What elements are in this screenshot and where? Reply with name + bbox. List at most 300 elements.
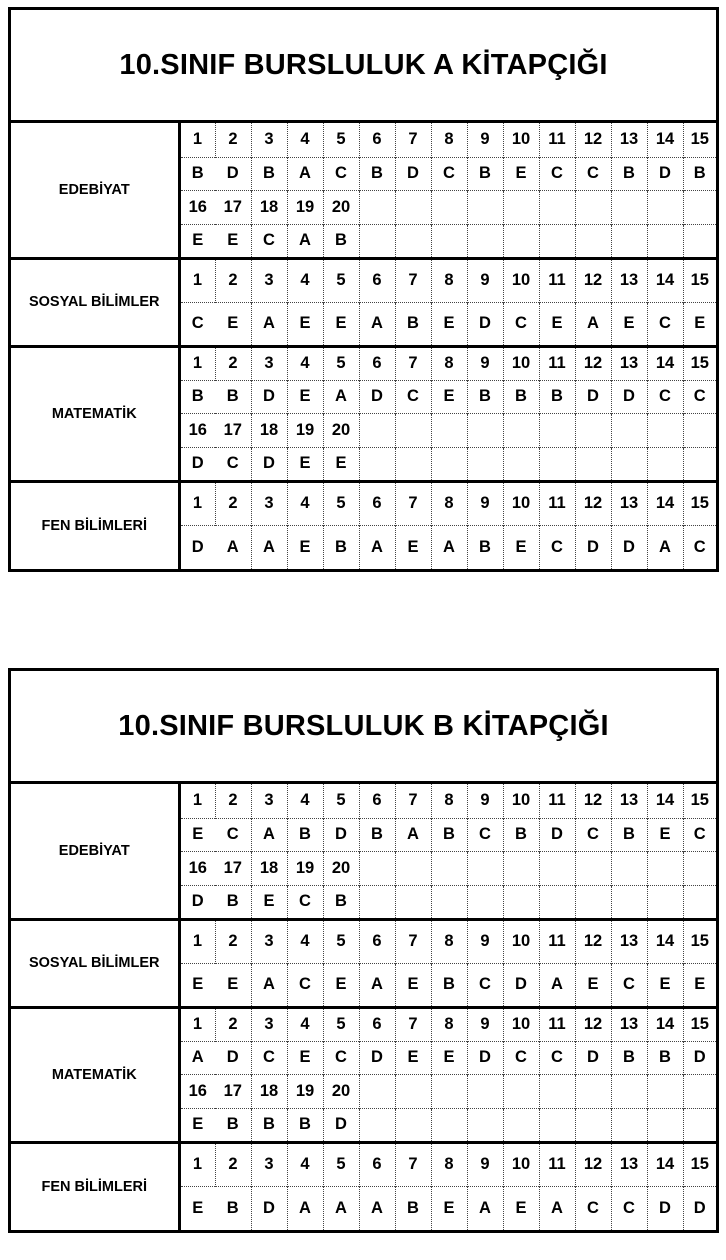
answer-letter: A [251, 525, 287, 569]
answer-letter: B [467, 157, 503, 190]
question-number: 5 [323, 1142, 359, 1186]
question-number [611, 851, 647, 885]
answer-letter [395, 224, 431, 258]
answer-letter [467, 885, 503, 919]
question-number [611, 1074, 647, 1108]
answer-letter: E [179, 1186, 215, 1230]
booklet-title [11, 671, 716, 784]
question-number [683, 1074, 716, 1108]
question-number: 13 [611, 1142, 647, 1186]
answer-letter: B [647, 1041, 683, 1074]
question-number: 15 [683, 346, 716, 380]
answer-letter: B [179, 380, 215, 413]
question-number: 9 [467, 481, 503, 525]
question-number: 5 [323, 1007, 359, 1041]
question-number: 8 [431, 784, 467, 818]
question-number: 3 [251, 346, 287, 380]
answer-letter: B [323, 224, 359, 258]
answer-letter: D [179, 447, 215, 481]
question-number: 6 [359, 123, 395, 157]
question-number: 9 [467, 919, 503, 963]
question-number: 19 [287, 190, 323, 224]
question-number: 5 [323, 481, 359, 525]
answer-letter [647, 224, 683, 258]
question-number: 6 [359, 258, 395, 302]
answer-letter [611, 447, 647, 481]
question-number: 2 [215, 919, 251, 963]
answer-letter [647, 1108, 683, 1142]
question-number: 2 [215, 784, 251, 818]
answer-letter: E [431, 1186, 467, 1230]
answer-letter: D [251, 1186, 287, 1230]
question-number: 1 [179, 481, 215, 525]
answer-letter [359, 885, 395, 919]
answer-letter: E [179, 963, 215, 1007]
answer-letter: D [179, 885, 215, 919]
question-number: 11 [539, 481, 575, 525]
question-number [647, 1074, 683, 1108]
question-number: 13 [611, 258, 647, 302]
question-number [539, 190, 575, 224]
answer-letter: A [359, 963, 395, 1007]
answer-letter: A [575, 302, 611, 346]
question-number: 15 [683, 1142, 716, 1186]
question-number: 6 [359, 1007, 395, 1041]
answer-letter [647, 885, 683, 919]
question-number: 14 [647, 123, 683, 157]
question-number: 10 [503, 784, 539, 818]
answer-letter: B [359, 157, 395, 190]
question-number [575, 1074, 611, 1108]
answer-letter: B [431, 818, 467, 851]
question-number: 13 [611, 784, 647, 818]
question-number-row [11, 481, 716, 525]
question-number [467, 190, 503, 224]
answer-letter: C [611, 963, 647, 1007]
question-number [683, 190, 716, 224]
answer-letter [575, 447, 611, 481]
answer-letter: E [647, 818, 683, 851]
question-number [683, 413, 716, 447]
question-number [503, 1074, 539, 1108]
question-number: 10 [503, 346, 539, 380]
question-number [395, 851, 431, 885]
answer-letter: C [683, 818, 716, 851]
booklet-title-text: 10.SINIF BURSLULUK B KİTAPÇIĞI [118, 709, 609, 742]
answer-key-b [8, 668, 719, 1233]
question-number: 7 [395, 481, 431, 525]
answer-letter: E [611, 302, 647, 346]
answer-letter: B [467, 525, 503, 569]
answer-letter: C [647, 380, 683, 413]
question-number [503, 190, 539, 224]
question-number: 12 [575, 1142, 611, 1186]
answer-letter [395, 447, 431, 481]
answer-letter [683, 224, 716, 258]
question-number: 5 [323, 258, 359, 302]
question-number: 20 [323, 190, 359, 224]
answer-letter [611, 885, 647, 919]
question-number: 4 [287, 784, 323, 818]
question-number: 15 [683, 784, 716, 818]
question-number: 17 [215, 851, 251, 885]
answer-letter: E [215, 302, 251, 346]
question-number: 6 [359, 919, 395, 963]
answer-letter: C [683, 380, 716, 413]
question-number: 9 [467, 784, 503, 818]
answer-letter [431, 1108, 467, 1142]
answer-letter: B [611, 818, 647, 851]
subject-label: EDEBİYAT [11, 123, 179, 258]
answer-letter [467, 447, 503, 481]
question-number: 13 [611, 481, 647, 525]
answer-letter [395, 885, 431, 919]
answer-letter: B [215, 1186, 251, 1230]
question-number [431, 190, 467, 224]
question-number: 2 [215, 1142, 251, 1186]
answer-letter: D [575, 1041, 611, 1074]
question-number: 15 [683, 919, 716, 963]
answer-letter: B [395, 302, 431, 346]
answer-letter [431, 224, 467, 258]
question-number: 15 [683, 123, 716, 157]
answer-letter: E [323, 447, 359, 481]
question-number [611, 190, 647, 224]
question-number: 1 [179, 1142, 215, 1186]
question-number: 8 [431, 258, 467, 302]
answer-letter: E [251, 885, 287, 919]
answer-letter: D [575, 380, 611, 413]
question-number-row [11, 1007, 716, 1041]
answer-letter: E [575, 963, 611, 1007]
answer-letter: C [323, 1041, 359, 1074]
answer-letter: E [395, 1041, 431, 1074]
question-number: 13 [611, 346, 647, 380]
question-number [431, 1074, 467, 1108]
answer-letter: D [359, 380, 395, 413]
question-number: 13 [611, 919, 647, 963]
question-number [503, 851, 539, 885]
booklet-title-text: 10.SINIF BURSLULUK A KİTAPÇIĞI [119, 48, 608, 81]
answer-letter: D [503, 963, 539, 1007]
answer-letter: D [215, 1041, 251, 1074]
answer-letter: D [683, 1041, 716, 1074]
question-number: 11 [539, 1007, 575, 1041]
answer-letter [395, 1108, 431, 1142]
question-number: 19 [287, 413, 323, 447]
answer-grid [11, 784, 716, 1230]
question-number: 19 [287, 851, 323, 885]
question-number [359, 851, 395, 885]
answer-letter: B [251, 1108, 287, 1142]
question-number [359, 1074, 395, 1108]
answer-letter: E [539, 302, 575, 346]
question-number: 3 [251, 258, 287, 302]
answer-letter: A [251, 818, 287, 851]
question-number: 2 [215, 123, 251, 157]
question-number: 17 [215, 413, 251, 447]
answer-letter: C [539, 1041, 575, 1074]
question-number: 18 [251, 413, 287, 447]
answer-letter: C [611, 1186, 647, 1230]
question-number [647, 413, 683, 447]
answer-letter: A [179, 1041, 215, 1074]
answer-letter [611, 224, 647, 258]
answer-letter: C [575, 157, 611, 190]
answer-letter [503, 224, 539, 258]
question-number: 2 [215, 1007, 251, 1041]
question-number: 20 [323, 851, 359, 885]
answer-letter: C [287, 885, 323, 919]
answer-letter [503, 885, 539, 919]
answer-letter: D [323, 1108, 359, 1142]
answer-letter: D [179, 525, 215, 569]
answer-letter: E [431, 302, 467, 346]
answer-letter: E [395, 963, 431, 1007]
question-number: 1 [179, 346, 215, 380]
question-number: 4 [287, 1142, 323, 1186]
answer-letter: A [251, 963, 287, 1007]
answer-letter: B [215, 380, 251, 413]
question-number: 11 [539, 1142, 575, 1186]
question-number: 4 [287, 1007, 323, 1041]
question-number [359, 190, 395, 224]
answer-letter: B [503, 818, 539, 851]
answer-letter: B [683, 157, 716, 190]
answer-letter [575, 224, 611, 258]
answer-letter: B [287, 818, 323, 851]
answer-letter: A [359, 302, 395, 346]
answer-letter: E [179, 818, 215, 851]
question-number: 4 [287, 123, 323, 157]
question-number: 7 [395, 258, 431, 302]
question-number [431, 413, 467, 447]
question-number: 5 [323, 346, 359, 380]
question-number: 16 [179, 851, 215, 885]
question-number: 3 [251, 1007, 287, 1041]
answer-letter: C [503, 1041, 539, 1074]
answer-letter: A [287, 224, 323, 258]
question-number: 14 [647, 784, 683, 818]
question-number: 1 [179, 1007, 215, 1041]
question-number: 11 [539, 258, 575, 302]
answer-letter: B [179, 157, 215, 190]
answer-letter: E [287, 1041, 323, 1074]
answer-letter: E [287, 380, 323, 413]
answer-letter: A [431, 525, 467, 569]
answer-letter: E [395, 525, 431, 569]
answer-letter: C [575, 818, 611, 851]
subject-label: MATEMATİK [11, 1007, 179, 1142]
answer-letter: A [395, 818, 431, 851]
booklet-title [11, 10, 716, 123]
answer-letter: E [323, 302, 359, 346]
question-number: 7 [395, 123, 431, 157]
question-number: 8 [431, 481, 467, 525]
question-number: 12 [575, 481, 611, 525]
answer-letter: C [647, 302, 683, 346]
question-number: 8 [431, 1007, 467, 1041]
answer-letter [359, 1108, 395, 1142]
question-number: 4 [287, 919, 323, 963]
answer-letter [467, 224, 503, 258]
question-number: 17 [215, 190, 251, 224]
answer-letter: C [215, 447, 251, 481]
answer-letter: C [683, 525, 716, 569]
answer-letter: E [215, 963, 251, 1007]
answer-letter: C [539, 157, 575, 190]
question-number: 16 [179, 413, 215, 447]
answer-letter: C [431, 157, 467, 190]
question-number [503, 413, 539, 447]
question-number: 14 [647, 1007, 683, 1041]
answer-letter: C [467, 818, 503, 851]
question-number: 2 [215, 346, 251, 380]
question-number [575, 851, 611, 885]
question-number: 5 [323, 919, 359, 963]
answer-grid [11, 123, 716, 569]
question-number: 2 [215, 258, 251, 302]
question-number-row [11, 346, 716, 380]
question-number [647, 851, 683, 885]
answer-letter: E [683, 302, 716, 346]
question-number: 4 [287, 258, 323, 302]
question-number: 19 [287, 1074, 323, 1108]
answer-letter: B [359, 818, 395, 851]
answer-letter: A [467, 1186, 503, 1230]
answer-letter: A [287, 1186, 323, 1230]
question-number [611, 413, 647, 447]
question-number: 7 [395, 1007, 431, 1041]
question-number: 20 [323, 1074, 359, 1108]
question-number: 15 [683, 258, 716, 302]
question-number [647, 190, 683, 224]
answer-letter [467, 1108, 503, 1142]
question-number: 12 [575, 919, 611, 963]
question-number [539, 413, 575, 447]
answer-letter [503, 447, 539, 481]
answer-letter: E [503, 157, 539, 190]
answer-letter [683, 885, 716, 919]
question-number: 17 [215, 1074, 251, 1108]
subject-label: MATEMATİK [11, 346, 179, 481]
question-number: 12 [575, 346, 611, 380]
question-number: 18 [251, 1074, 287, 1108]
answer-letter: B [215, 885, 251, 919]
question-number: 9 [467, 1142, 503, 1186]
question-number: 6 [359, 346, 395, 380]
answer-letter [611, 1108, 647, 1142]
question-number: 20 [323, 413, 359, 447]
answer-letter: E [431, 1041, 467, 1074]
answer-letter: A [215, 525, 251, 569]
answer-letter: A [323, 380, 359, 413]
answer-letter [539, 885, 575, 919]
question-number: 12 [575, 123, 611, 157]
subject-label: EDEBİYAT [11, 784, 179, 919]
answer-letter [683, 1108, 716, 1142]
answer-letter: E [179, 1108, 215, 1142]
answer-letter: B [467, 380, 503, 413]
question-number [575, 413, 611, 447]
question-number [683, 851, 716, 885]
answer-letter [683, 447, 716, 481]
answer-letter: A [251, 302, 287, 346]
question-number: 1 [192, 130, 203, 149]
answer-letter: E [503, 525, 539, 569]
question-number [575, 190, 611, 224]
question-number: 9 [467, 123, 503, 157]
answer-letter [539, 1108, 575, 1142]
question-number: 10 [503, 481, 539, 525]
answer-letter: D [647, 157, 683, 190]
answer-letter [539, 224, 575, 258]
question-number: 11 [539, 919, 575, 963]
question-number: 7 [395, 346, 431, 380]
subject-label: FEN BİLİMLERİ [11, 1142, 179, 1230]
question-number-row [11, 784, 716, 818]
answer-letter: B [251, 157, 287, 190]
question-number: 8 [431, 1142, 467, 1186]
answer-letter: D [611, 525, 647, 569]
question-number [467, 851, 503, 885]
answer-letter: E [287, 525, 323, 569]
question-number-row [11, 123, 716, 157]
question-number: 1 [179, 919, 215, 963]
question-number: 14 [647, 346, 683, 380]
question-number: 16 [179, 190, 215, 224]
answer-letter: D [539, 818, 575, 851]
question-number: 18 [251, 851, 287, 885]
question-number: 1 [192, 791, 203, 810]
question-number: 13 [611, 1007, 647, 1041]
answer-letter: D [683, 1186, 716, 1230]
answer-letter [359, 224, 395, 258]
question-number: 10 [503, 1007, 539, 1041]
answer-letter: E [179, 224, 215, 258]
question-number: 10 [503, 258, 539, 302]
question-number [539, 1074, 575, 1108]
answer-letter: C [179, 302, 215, 346]
question-number [359, 413, 395, 447]
question-number: 5 [323, 784, 359, 818]
answer-letter: E [683, 963, 716, 1007]
answer-letter: B [287, 1108, 323, 1142]
answer-letter: D [647, 1186, 683, 1230]
answer-letter: C [287, 963, 323, 1007]
answer-letter: D [467, 302, 503, 346]
question-number: 9 [467, 258, 503, 302]
question-number: 12 [575, 1007, 611, 1041]
answer-letter: D [251, 380, 287, 413]
answer-letter: A [287, 157, 323, 190]
question-number: 12 [575, 258, 611, 302]
question-number: 14 [647, 919, 683, 963]
answer-letter: D [215, 157, 251, 190]
answer-letter: E [647, 963, 683, 1007]
question-number: 15 [683, 481, 716, 525]
answer-letter: A [539, 963, 575, 1007]
answer-letter: B [431, 963, 467, 1007]
answer-letter: C [539, 525, 575, 569]
question-number: 4 [287, 481, 323, 525]
answer-letter: B [323, 885, 359, 919]
answer-letter: C [395, 380, 431, 413]
question-number: 3 [251, 481, 287, 525]
answer-letter [575, 1108, 611, 1142]
answer-letter [575, 885, 611, 919]
question-number: 10 [503, 1142, 539, 1186]
